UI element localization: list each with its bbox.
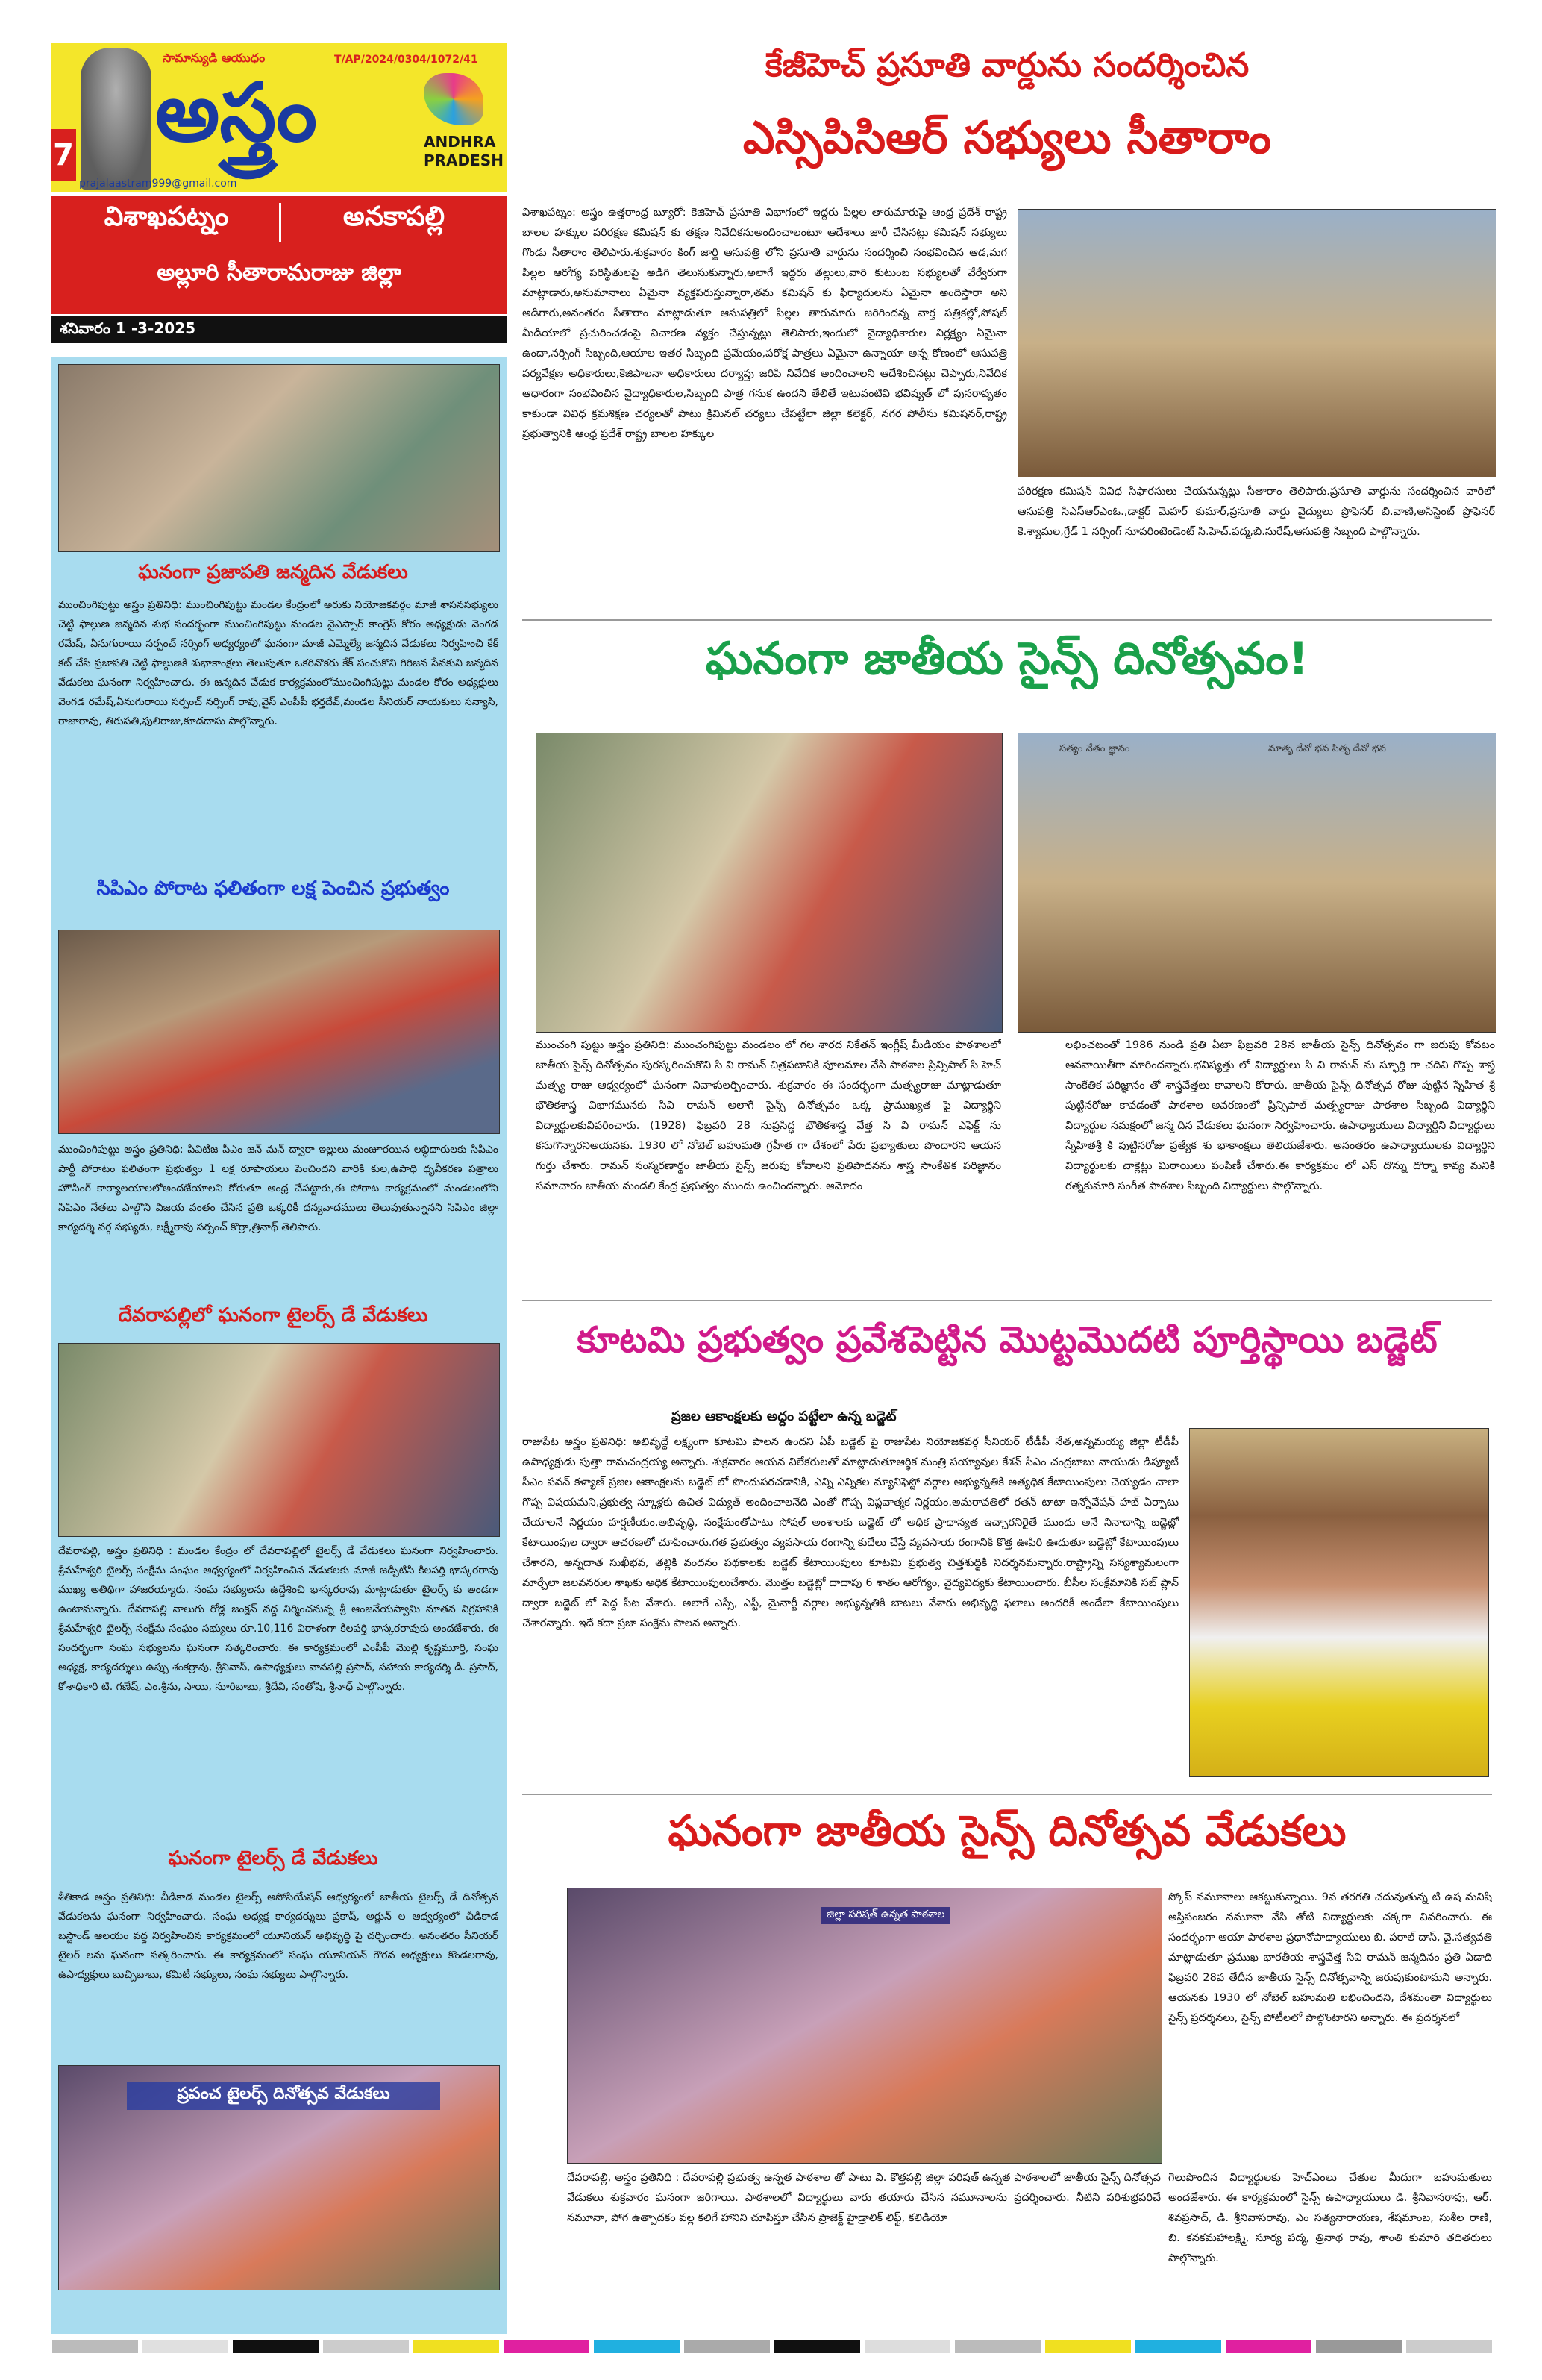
article3-body: రాజుపేట అస్త్రం ప్రతినిధి: అభివృద్ధే లక్ష్యంగా కూటమి పాలన ఉందని ఏపీ బడ్జెట్ పై రాజుపేట నియోజకవర్గ సీనియర్ టీడీపీ నేత,అన్నమయ్య జిల్లా టీడీపీ ఉపాధ్యక్షుడు పుత్తా రామచంద్రయ్య అన్నారు. శుక్రవారం ఆయన విలేకరులతో మాట్లాడుతూఆర్థిక మంత్రి పయ్యావుల కేశవ్ సీఎం చంద్రబాబు నాయుడు డిప్యూటీ సీఎం పవన్ కళ్యాణ్ ప్రజల ఆకాంక్షలను బడ్జెట్ లో పొందుపరచడానికి, ఎన్ని ఎన్నికల మ్యానిఫెస్టో వర్గాల అభ్యున్నతికి అత్యధిక కేటాయింపులు చెయ్యడం చాలా గొప్ప విషయమని,ప్రభుత్వ స్కూళ్లకు ఉచిత విద్యుత్ అందించాలనేది ఎంతో గొప్ప విప్లవాత్మక నిర్ణయం.అమరావతిలో రతన్ టాటా ఇన్నోవేషన్ హబ్ ఏర్పాటు చేయాలనే నిర్ణయం హర్షణీయం.అభివృద్ధి, సంక్షేమంతోపాటు సోషల్ అంశాలకు బడ్జెట్ లో అధిక ప్రాధాన్యత ఇచ్చారనిరైతే ముందు అనే నినాదాన్ని బడ్జెట్లో కేటాయింపుల ద్వారా ఆచరణలో చూపించారు.గత ప్రభుత్వం వ్యవసాయ రంగాన్ని కుదేలు చేస్తే వ్యవసాయ రంగానికి కొత్త ఊపిరి ఊదుతూ బడ్జెట్లో కేటాయింపులు చేశారని, అన్నదాత సుఖీభవ, తల్లికి వందనం పథకాలకు బడ్జెట్ కేటాయింపులు కూటమి ప్రభుత్వ చిత్తశుద్ధికి నిదర్శనమన్నారు.రాష్ట్రాన్ని సస్యశ్యామలంగా మార్చేలా జలవనరుల శాఖకు అధిక కేటాయింపులుచేశారు. మొత్తం బడ్జెట్లో దాదాపు 6 శాతం ఆరోగ్యం, వైద్యవిద్యకు కేటాయించారు. బీసీల సంక్షేమానికి సబ్ ప్లాన్ ద్వారా బడ్జెట్ లో పెద్ద పీట వేశారు. అలాగే ఎస్సీ, ఎస్టీ, మైనార్టీ వర్గాల అభ్యున్నతికి బాటలు వేశారు అభివృద్ధి ఫలాలు అందరికీ అందేలా కేటాయింపులు చేశారన్నారు. ఇదే కదా ప్రజా సంక్షేమ పాలన అన్నారు. — [522, 1436, 1179, 1629]
tagline: సామాన్యుడి ఆయుధం — [163, 51, 266, 65]
photo-kgh-visit — [1018, 209, 1496, 477]
sidebar-body-3: దేవరాపల్లి, అస్త్రం ప్రతినిధి : మండల కేంద్రం లో దేవరాపల్లిలో టైలర్స్ డే వేడుకలు ఘనంగా నిర్వహించారు. శ్రీమహేశ్వరి టైలర్స్ సంక్షేమ సంఘం ఆధ్వర్యంలో నిర్వహించిన వేడుకలకు మాజీ జడ్పిటిసి కిలపర్తి భాస్కరరావు ముఖ్య అతిథిగా హాజరయ్యారు. సంఘ సభ్యులను ఉద్దేశించి భాస్కరరావు మాట్లాడుతూ టైలర్స్ కు అండగా ఉంటామన్నారు. దేవరాపల్లి నాలుగు రోడ్ల జంక్షన్ వద్ద నిర్మించనున్న శ్రీ ఆంజనేయస్వామి నూతన విగ్రహానికి శ్రీమహేశ్వరి టైలర్స్ సంక్షేమ సంఘం సభ్యులు రూ.10,116 విరాళంగా కిలపర్తి భాస్కరరావుకు అందజేశారు. ఈ సందర్భంగా సంఘ సభ్యులను ఘనంగా సత్కరించారు. ఈ కార్యక్రమంలో ఎంపీపీ మొల్లి కృష్ణమూర్తి, సంఘ అధ్యక్ష, కార్యదర్శులు ఉప్పు శంకర్రావు, శ్రీనివాస్, ఉపాధ్యక్షులు వానపల్లి ప్రసాద్, సహాయ కార్యదర్శి డి. ప్రసాద్, కోశాధికారి టి. గణేష్, ఎం.శ్రీను, సాయి, సూరిబాబు, శ్రీదేవి, సంతోషి, శ్రీనాధ్ పాల్గొన్నారు. — [58, 1545, 498, 1693]
article1-headline-1: కేజీహెచ్ ప్రసూతి వార్డును సందర్శించిన — [765, 46, 1250, 84]
photo-school-sign: జిల్లా పరిషత్ ఉన్నత పాఠశాల — [821, 1907, 950, 1924]
article4-headline: ఘనంగా జాతీయ సైన్స్ దినోత్సవ వేడుకలు — [668, 1807, 1347, 1856]
sidebar-body-1: ముంచింగిపుట్టు అస్త్రం ప్రతినిధి: ముంచింగిపుట్టు మండల కేంద్రంలో అరుకు నియోజకవర్గం మాజీ శాసనసభ్యులు చెట్టి ఫాల్గుణ జన్మదిన శుభ సందర్భంగా ముంచింగిపుట్టు మండల వైఎస్సార్ కాంగ్రెస్ కోరం అధ్యక్షుడు వెంగడ రమేష్, ఏనుగురాయి సర్పంచ్ నర్సింగ్ అధ్యర్యంలో ఘనంగా మాజీ ఎమ్మెల్యే జన్మదిన వేడుకలు నిర్వహించి కేక్ కట్ చేసి ప్రజాపతి చెట్టి ఫాల్గుణకి శుభాకాంక్షలు తెలుపుతూ ఒకరినొకరు కేక్ పంచుకొని గిరిజన సేవకుని జన్మదిన వేడుకలు ఘనంగా నిర్వహించారు. ఈ జన్మదిన వేడుక కార్యక్రమంలోముంచింగిపుట్టు మండల కోరం అధ్యక్షులు వెంగడ రమేష్,ఏనుగురాయి సర్పంచ్ నర్సింగ్ రావు,వైస్ ఎంపీపీ భర్తదేవ్,మండల సీనియర్ నాయకులు సన్యాసి, రాజారావు, తిరుపతి,ఫులిరాజు,కూడదాసు పాల్గొన్నారు. — [58, 599, 498, 727]
tailors-banner-text: ప్రపంచ టైలర్స్ దినోత్సవ వేడుకలు — [127, 2082, 440, 2110]
article1-body: విశాఖపట్నం: అస్త్రం ఉత్తరాంధ్ర బ్యూరో: కెజిహెచ్ ప్రసూతి విభాగంలో ఇద్దరు పిల్లల తారుమారుపై ఆంధ్ర ప్రదేశ్ రాష్ట్ర బాలల హక్కుల పరిరక్షణ కమిషన్ కు తక్షణ నివేదికనుఅందించాలంటూ ఆదేశాలు జారీ చేసినట్లు కమిషన్ సభ్యులు గొండు సీతారాం తెలిపారు.శుక్రవారం కింగ్ జార్జి ఆసుపత్రి లోని ప్రసూతి వార్డును సందర్శించి సంభవించిన ఆడ,మగ పిల్లల ఆరోగ్య పరిస్థితులపై అడిగి తెలుసుకున్నారు,అలాగే ఇద్దరు తల్లులు,వారి కుటుంబ సభ్యులతో వేర్వేరుగా మాట్లాడారు,అనుమానాలు ఏమైనా వ్యక్తపరుస్తున్నారా,తమ కమిషన్ కు ఫిర్యాదులను ఏమైనా అందిస్తారా అని అడిగారు,అనంతరం సీతారాం మాట్లాడుతూ ఆసుపత్రిలో పిల్లల తారుమారు జరిగిందన్న వార్త పత్రికల్లో,సోషల్ మీడియాలో ప్రచురించడంపై విచారణ వ్యక్తం చేస్తున్నట్లు తెలిపారు,ఇందులో వైద్యాధికారుల నిర్లక్ష్యం ఏమైనా ఉందా,నర్సింగ్ సిబ్బంది,ఆయాల ఇతర సిబ్బంది ప్రమేయం,పరోక్ష పాత్రలు ఏమైనా ఉన్నాయా అన్న కోణంలో ఆసుపత్రి పర్యవేక్షణ అధికారులు,కెజిపాలనా అధికారులు దర్యాప్తు జరిపి నివేదిక అందించాలని ఆదేశించినట్లు చెప్పారు,నివేదిక ఆధారంగా సంభవించిన వైద్యాధికారుల,సిబ్బంది పాత్ర గనుక ఉందని తేలితే ఇటువంటివి భవిష్యత్ లో పునరావృతం కాకుండా వివిధ క్రమశిక్షణ చర్యలతో పాటు క్రిమినల్ చర్యలు చేపట్టేలా జిల్లా కలెక్టర్, నగర పోలీసు కమిషనర్,రాష్ట్ర ప్రభుత్వానికి ఆంధ్ర ప్రదేశ్ రాష్ట్ర బాలల హక్కుల — [522, 207, 1007, 440]
article2-body-left: ముంచంగి పుట్టు అస్త్రం ప్రతినిధి: ముంచంగిపుట్టు మండలం లో గల శారద నికేతన్ ఇంగ్లీష్ మీడియం పాఠశాలలో జాతీయ సైన్స్ దినోత్సవం పురస్కరించుకొని సి వి రామన్ చిత్రపటానికి పూలమాల వేసి పాఠశాల ప్రిన్సిపాల్ సి హెచ్ మత్స్య రాజు ఆధ్వర్యంలో ఘనంగా నివాళులర్పించారు. శుక్రవారం ఈ సందర్భంగా మత్స్యరాజు మాట్లాడుతూ భౌతికశాస్త్ర విభాగమునకు సివి రామన్ అలాగే సైన్స్ దినోత్సవం ఒక్క ప్రాముఖ్యత పై విద్యార్థిని విద్యార్థులకువివరించారు. (1928) ఫిబ్రవరి 28 సుప్రసిద్ధ భౌతికశాస్త్ర వేత్త సి వి రామన్ ఎఫెక్ట్ ను కనుగొన్నారనిఅయనకు. 1930 లో నోబెల్ బహుమతి గ్రహీత గా దేశంలో పేరు ప్రఖ్యాతులు పొందారని ఆయన గుర్తు చేశారు. రామన్ సంస్మరణార్థం జాతీయ సైన్స్ జరుపు కోవాలని ప్రతిపాదనను శాస్త్ర సాంకేతిక పరిజ్ఞానం సమాచారం జాతీయ మండలి కేంద్ర ప్రభుత్వం ముందు ఉంచిందన్నారు. ఆమోదం — [536, 1039, 1001, 1192]
state-line-1: ANDHRA — [424, 133, 496, 151]
state-line-2: PRADESH — [424, 151, 504, 169]
sidebar-headline-4: ఘనంగా టైలర్స్ డే వేడుకలు — [168, 1847, 378, 1870]
article3-subhead: ప్రజల ఆకాంక్షలకు అద్దం పట్టేలా ఉన్న బడ్జెట్ — [671, 1409, 897, 1424]
email: prajalaastram999@gmail.com — [79, 178, 237, 190]
photo-birthday — [58, 364, 500, 552]
article3-headline: కూటమి ప్రభుత్వం ప్రవేశపెట్టిన మొట్టమొదటి పూర్తిస్థాయి బడ్జెట్ — [577, 1319, 1438, 1361]
sidebar-body-2: ముంచింగిపుట్టు అస్త్రం ప్రతినిధి: పివిటిజ పీఎం జన్ మన్ ద్వారా ఇల్లులు మంజూరయిన లబ్ధిదారులకు సిపిఎం పార్టీ పోరాటం ఫలితంగా ప్రభుత్వం 1 లక్ష రూపాయలు పెంచిందని వారికి కుల,ఉపాధి ధృవీకరణ పత్రాలు హౌసింగ్ కార్యాలయాలలోఅందజేయాలని కోరుతూ ఆంధ్ర చేపట్టారు,ఈ పోరాట కార్యక్రమంలో మండలంలోని సిపిఎం నేతలు పాల్గొని విజయ వంతం చేసిన ప్రతి ఒక్కరికీ ధన్యవాదములు తెలుపుతున్నానని సిపిఎం జిల్లా కార్యదర్శి వర్గ సభ్యుడు, లక్ష్మీరావు సర్పంచ్ కొర్రా,త్రినాథ్ తెలిపారు. — [58, 1144, 498, 1233]
divider-3 — [522, 1794, 1492, 1795]
district-divider — [279, 203, 281, 242]
logo-text: అస్త్రం — [155, 66, 317, 160]
article2-body-right: లభించటంతో 1986 నుండి ప్రతి ఏటా ఫిబ్రవరి 28న జాతీయ సైన్స్ దినోత్సవం గా జరుపు కోవటం ఆనవాయితీగా మారిందన్నారు.భవిష్యత్తు లో విద్యార్థులు సి వి రామన్ ను స్ఫూర్తి గా చదివి గొప్ప శాస్త్ర సాంకేతిక పరిజ్ఞానం తో శాస్త్రవేత్తలు కావాలని కోరారు. జాతీయ సైన్స్ దినోత్సవ రోజు పుట్టిన స్నేహిత శ్రీ పుట్టినరోజు కావడంతో పాఠశాల అవరణంలో ప్రిన్సిపాల్ మత్స్యరాజు పాఠశాల సిబ్బంది విద్యార్థిని విద్యార్థుల సమక్షంలో జన్మ దిన వేడుకలు ఘనంగా నిర్వహించారు. ఉపాధ్యాయులు విద్యార్థిని విద్యార్థులు స్నేహితశ్రీ కి పుట్టినరోజు ప్రత్యేక శు భాకాంక్షలు తెలియజేశారు. అనంతరం ఉపాధ్యాయులకు విద్యార్థిని విద్యార్థులకు చాక్లెట్లు మిఠాయిలు పంపిణీ చేశారు.ఈ కార్యక్రమం లో ఎస్ దొన్ను దొర్నా కావ్య మనికి రత్నకుమారి సంగీత పాఠశాల సిబ్బంది విద్యార్థులు పాల్గొన్నారు. — [1065, 1039, 1495, 1192]
district-3: అల్లూరి సీతారామరాజు జిల్లా — [157, 260, 401, 286]
article4-body-right: స్కోప్ నమూనాలు ఆకట్టుకున్నాయి. 9వ తరగతి చదువుతున్న టి ఉష మనిషి అస్తిపంజరం నమూనా వేసి తోటి విద్యార్థులకు చక్కగా వివరించారు. ఈ సందర్భంగా ఆయా పాఠశాల ప్రధానోపాధ్యాయులు బి. పరాల్ దాస్, వై.సత్యవతి మాట్లాడుతూ ప్రముఖ భారతీయ శాస్త్రవేత్త సివి రామన్ జన్మదినం ప్రతి ఏడాది ఫిబ్రవరి 28వ తేదీన జాతీయ సైన్స్ దినోత్సవాన్ని జరుపుకుంటామని అన్నారు. ఆయనకు 1930 లో నోబెల్ బహుమతి లభించిందని, దేశమంతా విద్యార్థులు సైన్స్ ప్రదర్శనలు, సైన్స్ పోటీలలో పాల్గొంటారని అన్నారు. ఈ ప్రదర్శనలో — [1168, 1891, 1492, 2024]
statue-icon — [81, 48, 151, 190]
article4-body-bottom: దేవరాపల్లి, అస్త్రం ప్రతినిధి : దేవరాపల్లి ప్రభుత్వ ఉన్నత పాఠశాల తో పాటు వి. కొత్తపల్లి జిల్లా పరిషత్ ఉన్నత పాఠశాలలో జాతీయ సైన్స్ దినోత్సవ వేడుకలు శుక్రవారం ఘనంగా జరిగాయి. పాఠశాలలో విద్యార్థులు వారు తయారు చేసిన నమూనాలను ప్రదర్శించారు. నీటిని పరిశుభ్రపరిచే నమూనా, పోగ ఉత్పాదకం వల్ల కలిగే హానిని చూపిస్తూ చేసిన ప్రాజెక్ట్ హైడ్రాలిక్ లిఫ్ట్, కలిడియో — [567, 2172, 1161, 2224]
sidebar-headline-2: సిపిఎం పోరాట ఫలితంగా లక్ష పెంచిన ప్రభుత్వం — [96, 877, 450, 900]
print-color-bar — [52, 2340, 1492, 2353]
sidebar-headline-3: దేవరాపల్లిలో ఘనంగా టైలర్స్ డే వేడుకలు — [118, 1304, 428, 1327]
photo-science-day-students — [1018, 733, 1496, 1033]
masthead — [51, 43, 507, 343]
photo-wall-text-1: సత్యం నేతం జ్ఞానం — [1059, 743, 1130, 754]
photo-wall-text-2: మాతృ దేవో భవ పితృ దేవో భవ — [1268, 743, 1386, 754]
district-1: విశాఖపట్నం — [104, 201, 229, 232]
photo-cpm-rally — [58, 930, 500, 1134]
photo-devarapalli-science — [567, 1888, 1162, 2164]
district-2: అనకాపల్లి — [342, 201, 445, 232]
article2-headline: ఘనంగా జాతీయ సైన్స్ దినోత్సవం! — [705, 633, 1309, 685]
photo-devarapalli-tailors — [58, 1343, 500, 1537]
article4-body-bottom-right: గెలుపొందిన విద్యార్థులకు హెచ్ఎంలు చేతుల మీదుగా బహుమతులు అందజేశారు. ఈ కార్యక్రమంలో సైన్స్ ఉపాధ్యాయులు డి. శ్రీనివాసరావు, ఆర్. శివప్రసాద్, డి. శ్రీనివాసరావు, ఎం సత్యనారాయణ, శేషమాంబ, సుశీల రాణి, బి. కనకమహాలక్ష్మి, సూర్య పద్మ, త్రినాథ రావు, శాంతి కుమారి తదితరులు పాల్గొన్నారు. — [1168, 2172, 1492, 2264]
article1-headline-2: ఎస్సిపిసిఆర్ సభ్యులు సీతారాం — [742, 112, 1272, 164]
page-number: 7 — [51, 129, 76, 181]
divider-2 — [522, 1300, 1492, 1301]
date: శనివారం 1 -3-2025 — [60, 319, 196, 337]
divider-1 — [522, 619, 1492, 621]
article1-caption: పరిరక్షణ కమిషన్ వివిధ సిఫారసులు చేయనున్నట్లు సీతారాం తెలిపారు.ప్రసూతి వార్డును సందర్శించిన వారిలో ఆసుపత్రి సిఎస్ఆర్ఎంఓ.,డాక్టర్ మెహర్ కుమార్,ప్రసూతి వార్డు వైద్యులు ప్రొఫెసర్ బి.వాణి,అసిస్టెంట్ ప్రొఫెసర్ కె.శ్యామల,గ్రేడ్ 1 నర్సింగ్ సూపరింటెండెంట్ సి.హెచ్.పద్మ,బి.సురేష్,ఆసుపత్రి సిబ్బంది పాల్గొన్నారు. — [1018, 486, 1495, 538]
photo-ramachandraiah — [1189, 1428, 1489, 1777]
reg-number: T/AP/2024/0304/1072/41 — [334, 54, 478, 66]
sidebar-body-4: శీతికాడ అస్త్రం ప్రతినిధి: చీడికాడ మండల టైలర్స్ అసోసియేషన్ ఆధ్వర్యంలో జాతీయ టైలర్స్ డే దినోత్సవ వేడుకలను ఘనంగా నిర్వహించారు. సంఘ అధ్యక్ష కార్యదర్శులు ప్రకాష్, అర్జున్ ల ఆధ్వర్యంలో చీడికాడ బస్టాండ్ ఆలయం వద్ద నిర్వహించిన కార్యక్రమంలో యూనియన్ అభివృద్ధి పై చర్చించారు. అనంతరం సీనియర్ టైలర్ లను ఘనంగా సత్కరించారు. ఈ కార్యక్రమంలో సంఘ యూనియన్ గౌరవ అధ్యక్షులు కొండలరావు, ఉపాధ్యక్షులు బుచ్చిబాబు, కమిటీ సభ్యులు, సంఘ సభ్యులు పాల్గొన్నారు. — [58, 1891, 498, 1981]
sidebar-headline-1: ఘనంగా ప్రజాపతి జన్మదిన వేడుకలు — [138, 561, 408, 583]
photo-science-day-assembly — [536, 733, 1003, 1033]
